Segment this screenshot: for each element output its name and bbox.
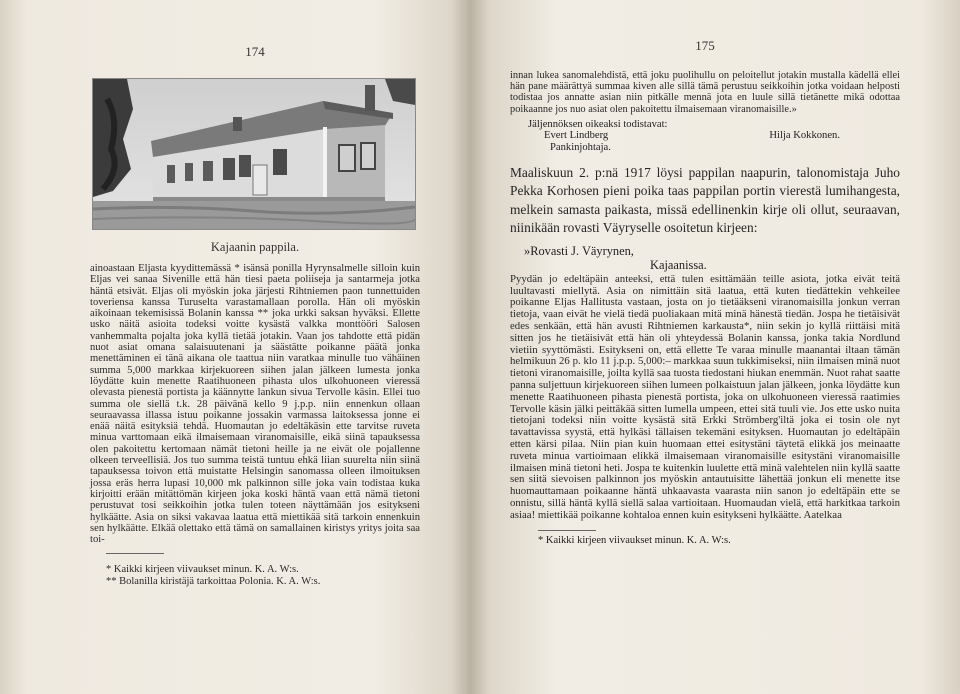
- parsonage-photo: [92, 78, 416, 230]
- signers-row: [544, 130, 840, 142]
- page-number-left: 174: [245, 44, 265, 59]
- letter-body: Pyydän jo edeltäpäin anteeksi, että tulen esittämään teille asiota, jotka eivät teitä luultavasti miellytä. Asia on nimittäin sitä laatua, että kuten tiedättekin vehkeilee poikanne Eljas Hallitusta vastaan, josta on jo tietääkseni viranomaisilla jonkun verran tietoja, vaan eivät he vielä tiedä puoliakaan mitä minä hänestä tiedän. Jospa he tietäisivät edes senkään, että hän avusti Rihtniemen karkausta*, niin sekin jo kyllä riittäisi mitä sitten jos he tietäisivät että hän oli yhteydessä Bolanin kanssa, jonka takia Nordlund vietiin syyttömästi. Esitykseni on, että ellette Te varaa minulle maanantai iltaan tämän helmikuun 26 p. klo 11 j.p.p. 5,000:– markkaa suun tukkimiseksi, niin ilmaisen minä nuot tietoni viranomaisille, joilta kyllä saa tuosta tiedostani hiukan enemmän. Nuot rahat saatte panna suljettuun kirjekuoreen siihen lumeen polkaistuun jalan jälkeen, jonka löydätte kun menette Raatihuoneen pihasta pienestä portista, joka on ulkohuoneen vieressä raatimies Tervolle käsin jälki peittäkää sitten lumella umpeen, ettei sitä tuuli vie. Jos ette usko nuita tietojani todeksi niin voitte kysästä sitä Erkki Strömberg'iltä joka ei tosin ole nyt tavattavissa syystä, että hylkäsi tällaisen tekemäni esityksen. Huomautan jo edeltäpäin etten kärsi pilaa. Niin pian kuin huomaan ettei esitystäni täytetä elikkä jos meinaatte ruveta minua vartioimaan elikkä ilmaisemaan viranomaisille esitystäni viranomaisille ilmaisen minä tietoni heti. Jospa te kuitenkin luulette että minä valehtelen niin kyllä saatte sen siitä sievoisen palkinnon jos myöskin antautuisitte lähettää jonkun eli menette itse huomauttamaan poikaanne häntä uhkaavasta vaarasta niin sanon jo edeltäpäin ette se onnistu, sillä häntä kyllä siellä salaa vartioitaan. Huomaudan vielä, että harkitkaa tarkoin asiaa! miettikää poikanne kohtaloa ennen kuin esitykseni hylkäätte. Aatelkaa: [510, 272, 900, 521]
- footnote-divider-left: [106, 553, 164, 554]
- signer-1: Evert Lindberg: [544, 129, 609, 141]
- right-page: [470, 0, 960, 694]
- left-footnotes: [90, 564, 420, 588]
- right-top-text: innan lukea sanomalehdistä, että joku puolihullu on peloitellut jotakin mustalla kädellä ellei hän pane määrättyä summaa kiven alle sillä tämä perustuu seikkoihin jotka voidaan helposti todistaa jos annatte asian niin pitkälle mennä jota en luule sillä tietänette mikä odottaa poikaanne jos nuo asiat olen pakoitettu ilmaisemaan viranomaisille.»: [510, 70, 900, 115]
- signer-2: Hilja Kokkonen.: [769, 129, 840, 141]
- letter-salutation-place: Kajaanissa.: [650, 257, 707, 272]
- photo-caption: Kajaanin pappila.: [210, 240, 300, 254]
- signer-1-title: Pankinjohtaja.: [550, 141, 611, 153]
- left-footnote-2: ** Bolanilla kiristäjä tarkoittaa Polonia. K. A. W:s.: [106, 576, 321, 588]
- left-footnote-1: * Kaikki kirjeen viivaukset minun. K. A. W:s.: [106, 564, 299, 576]
- left-body-text: ainoastaan Eljasta kyydittemässä * isänsä ponilla Hyrynsalmelle silloin kuin Eljas vei sanaa Sivenille että hän tiesi paeta poliiseja ja santarmeja jotka häntä etsivät. Eljas oli myöskin joka järjesti Rihtniemen paon tunnettuiden toveriensa kanssa Turuselta varastamallaan porolla. Hän oli myöskin aikoinaan tekemisissä Bolanin kanssa ** joka urkki saksan hyväksi. Ellette usko näitä asioita todeksi voitte kysästä valkka monttööri Salosen vanhemmalta pojalta joka kyllä tietää jotakin. Vaan jos tahdotte että pidän nuot asiat omana salaisuutenani ja säästätte poikanne päätä jonka menettäminen ei tänä aikana ole taattua niin varatkaa minulle tuo vähäinen summa 5,000 markkaa kirjekuoreen siihen jalan jälkeen lumesta jonka löydätte kuin menette Raatihuoneen pihasta ulos ulkohuoneen vieressä olevasta pienestä portista ja käännytte lankun sivua Tervolle käsin. Ellei tuo summa ole siellä t.k. 28 päivänä kello 9 j.p.p. niin ennenkun ollaan seuraavassa illassa istuu poikanne jossakin varmassa laitoksessa jonne ei enää näitä esityksiä tehdä. Huomautan jo edeltäkäsin ette tarvitse ruveta minua varttomaan eikä ilmaisemaan viranomaisille, eikä siinä tapauksessa olen pakoitettu kertomaan nämät tietoni heille ja ne eivät ole pojallenne olkeen terveellisiä. Jos tuo summa teistä tuntuu ehkä liian suurelta niin siinä tapauksessa toivon että muistatte Helsingin sanomassa olleen ilmoituksen jossa eräs herra lupasi 10,000 mk palkinnon sille joka vain todistaa kuka kirjoitti erään mitättömän kirjeen joka koski häntä vaan että nämä tietoni perustuvat tosi seikkoihin jotka tulen toteen näyttämään jos esitykseni hylkäätte. Asia on siksi vakavaa laatua että miettikää sitä tarkoin ennenkuin sen hylkäätte. Elkää olettako että tämä on samallainen kiristys yritys joita saa toi-: [90, 263, 420, 546]
- page-number-right: 175: [695, 38, 715, 53]
- parsonage-photo-drawing: [93, 79, 415, 229]
- left-page: [0, 0, 470, 694]
- letter-salutation: »Rovasti J. Väyrynen,: [524, 243, 634, 258]
- right-main-paragraph: Maaliskuun 2. p:nä 1917 löysi pappilan naapurin, talonomistaja Juho Pekka Korhosen pieni poika taas pappilan portin vierestä lumihangesta, melkein samasta paikasta, missä edellinenkin kirje oli ollut, seuraavan, niinikään rovasti Väyryselle osoitetun kirjeen:: [510, 164, 900, 236]
- footnote-divider-right: [538, 530, 596, 531]
- right-footnote: * Kaikki kirjeen viivaukset minun. K. A. W:s.: [538, 534, 731, 546]
- copy-attestation: Jäljennöksen oikeaksi todistavat:: [528, 118, 668, 130]
